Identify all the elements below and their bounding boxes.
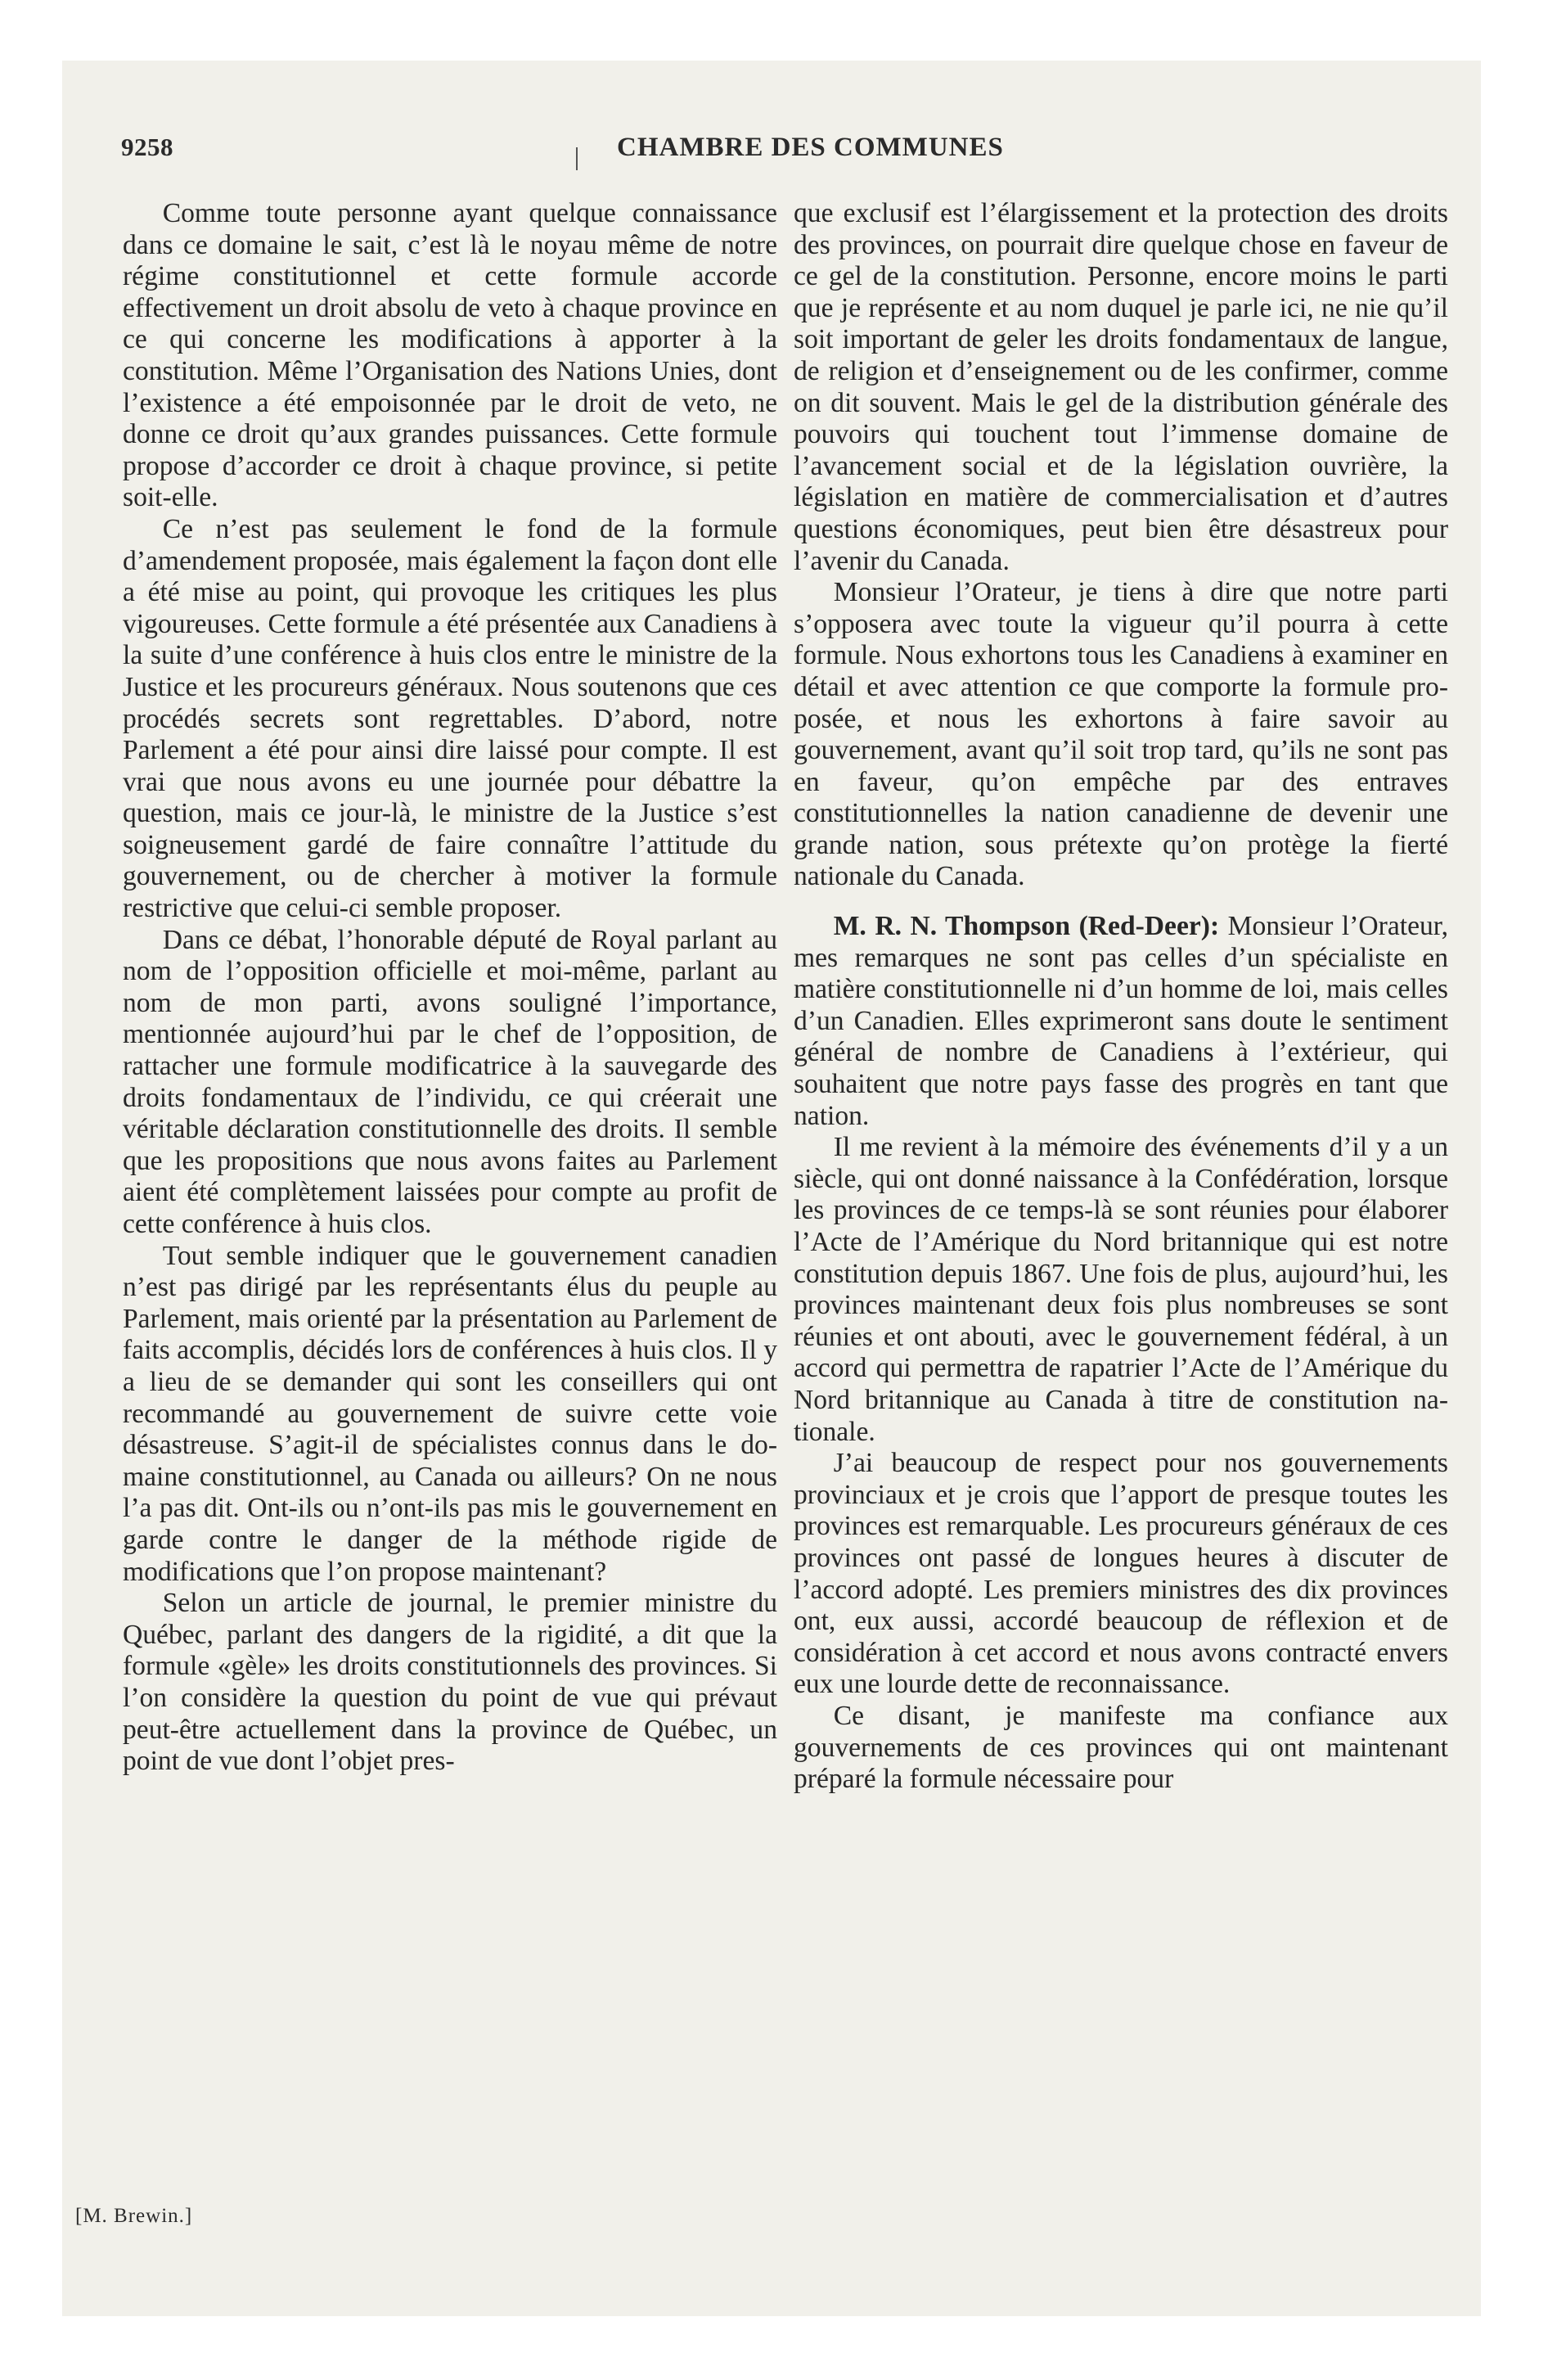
paragraph: Ce disant, je manifeste ma confiance aux gouvernements de ces provinces qui ont maintenant préparé la formule nécessaire pour — [794, 1700, 1448, 1795]
paragraph: Tout semble indiquer que le gouvernement canadien n’est pas dirigé par les représentants élus du peuple au Parlement, mais orienté par la présentation au Parlement de faits accomplis, décidés lors de conférences à huis clos. Il y a lieu de se demander qui sont les conseillers qui ont recommandé au gouvernement de suivre cette voie désastreuse. S’agit-il de spécialistes connus dans le domaine constitutionnel, au Canada ou ailleurs? On ne nous l’a pas dit. Ont-ils ou n’ont-ils pas mis le gouvernement en garde contre le danger de la méthode rigide de modifications que l’on propose maintenant? — [123, 1240, 778, 1587]
paragraph: que exclusif est l’élargissement et la protection des droits des provinces, on pourrait dire quelque chose en faveur de ce gel de la constitution. Personne, encore moins le parti que je représente et au nom duquel je parle ici, ne nie qu’il soit important de geler les droits fondamentaux de langue, de religion et d’enseignement ou de les confirmer, comme on dit souvent. Mais le gel de la distribution générale des pouvoirs qui touchent tout l’immense domaine de l’avancement social et de la législation ouvrière, la législation en matière de commercialisation et d’autres questions économiques, peut bien être désastreux pour l’avenir du Canada. — [794, 198, 1448, 576]
header-rule-mark — [576, 147, 578, 170]
paragraph: Dans ce débat, l’honorable député de Royal parlant au nom de l’opposition officielle et moi-même, parlant au nom de mon parti, avons souligné l’importance, mentionnée aujourd’hui par le chef de l’opposition, de rattacher une formule modificatrice à la sauvegarde des droits fondamentaux de l’individu, ce qui créerait une véritable déclaration constitutionnelle des droits. Il semble que les propositions que nous avons faites au Parlement aient été complètement laissées pour compte au profit de cette conférence à huis clos. — [123, 924, 777, 1239]
speech-opening — [794, 911, 1448, 1132]
left-column — [123, 198, 777, 1778]
paragraph: J’ai beaucoup de respect pour nos gouvernements provinciaux et je crois que l’apport de presque toutes les provinces est remarquable. Les procureurs généraux de ces provinces ont passé de longues heures à discuter de l’accord adopté. Les premiers ministres des dix provinces ont, eux aussi, accordé beaucoup de réflexion et de considération à cet accord et nous avons contracté envers eux une lourde dette de reconnaissance. — [794, 1448, 1448, 1700]
running-header — [121, 133, 1422, 172]
paragraph: Ce n’est pas seulement le fond de la formule d’amendement proposée, mais également la façon dont elle a été mise au point, qui provoque les critiques les plus vigoureuses. Cette formule a été présentée aux Canadiens à la suite d’une conférence à huis clos entre le ministre de la Justice et les procureurs généraux. Nous soutenons que ces procédés secrets sont regrettables. D’abord, notre Parlement a été pour ainsi dire laissé pour compte. Il est vrai que nous avons eu une journée pour débattre la question, mais ce jour-là, le ministre de la Justice s’est soigneusement gardé de faire connaître l’attitude du gouvernement, ou de chercher à motiver la formule restrictive que celui-ci semble proposer. — [123, 513, 777, 924]
speech-text: Monsieur l’Orateur, mes remarques ne sont pas celles d’un spécialiste en matière constitutionnelle ni d’un homme de loi, mais celles d’un Canadien. Elles exprimeront sans doute le sentiment général de nombre de Canadiens à l’extérieur, qui souhaitent que notre pays fasse des progrès en tant que nation. — [794, 911, 1448, 1131]
document-page — [62, 61, 1481, 2316]
paragraph: Il me revient à la mémoire des événements d’il y a un siècle, qui ont donné naissance à la Confédération, lorsque les provinces de ce temps-là se sont réunies pour élaborer l’Acte de l’Amérique du Nord britannique qui est notre constitution depuis 1867. Une fois de plus, aujourd’hui, les provinces maintenant deux fois plus nombreuses se sont réunies et ont abouti, avec le gouvernement fédéral, à un accord qui permettra de rapatrier l’Acte de l’Amérique du Nord britannique au Canada à titre de constitution nationale. — [794, 1132, 1448, 1447]
page-title: CHAMBRE DES COMMUNES — [617, 133, 1004, 162]
page-number: 9258 — [121, 133, 173, 161]
paragraph: Monsieur l’Orateur, je tiens à dire que notre parti s’opposera avec toute la vigueur qu’il pourra à cette formule. Nous exhortons tous les Canadiens à examiner en détail et avec attention ce que comporte la formule proposée, et nous les exhortons à faire savoir au gouvernement, avant qu’il soit trop tard, qu’ils ne sont pas en faveur, qu’on empêche par des entraves constitutionnelles la nation canadienne de devenir une grande nation, sous prétexte qu’on protège la fierté nationale du Canada. — [794, 577, 1448, 892]
speaker-attribution: [M. Brewin.] — [75, 2205, 193, 2227]
paragraph: Selon un article de journal, le premier ministre du Québec, parlant des dangers de la rigidité, a dit que la formule «gèle» les droits constitutionnels des provinces. Si l’on considère la question du point de vue qui prévaut peut-être actuellement dans la province de Québec, un point de vue dont l’objet pres- — [123, 1588, 777, 1777]
paragraph: Comme toute personne ayant quelque connaissance dans ce domaine le sait, c’est là le noyau même de notre régime constitutionnel et cette formule accorde effectivement un droit absolu de veto à chaque province en ce qui concerne les modifications à apporter à la constitution. Même l’Organisation des Nations Unies, dont l’existence a été empoisonnée par le droit de veto, ne donne ce droit qu’aux grandes puissances. Cette formule propose d’accorder ce droit à chaque province, si petite soit-elle. — [123, 198, 777, 513]
speaker-name: M. R. N. Thompson (Red-Deer): — [833, 911, 1220, 942]
right-column — [794, 198, 1448, 1796]
